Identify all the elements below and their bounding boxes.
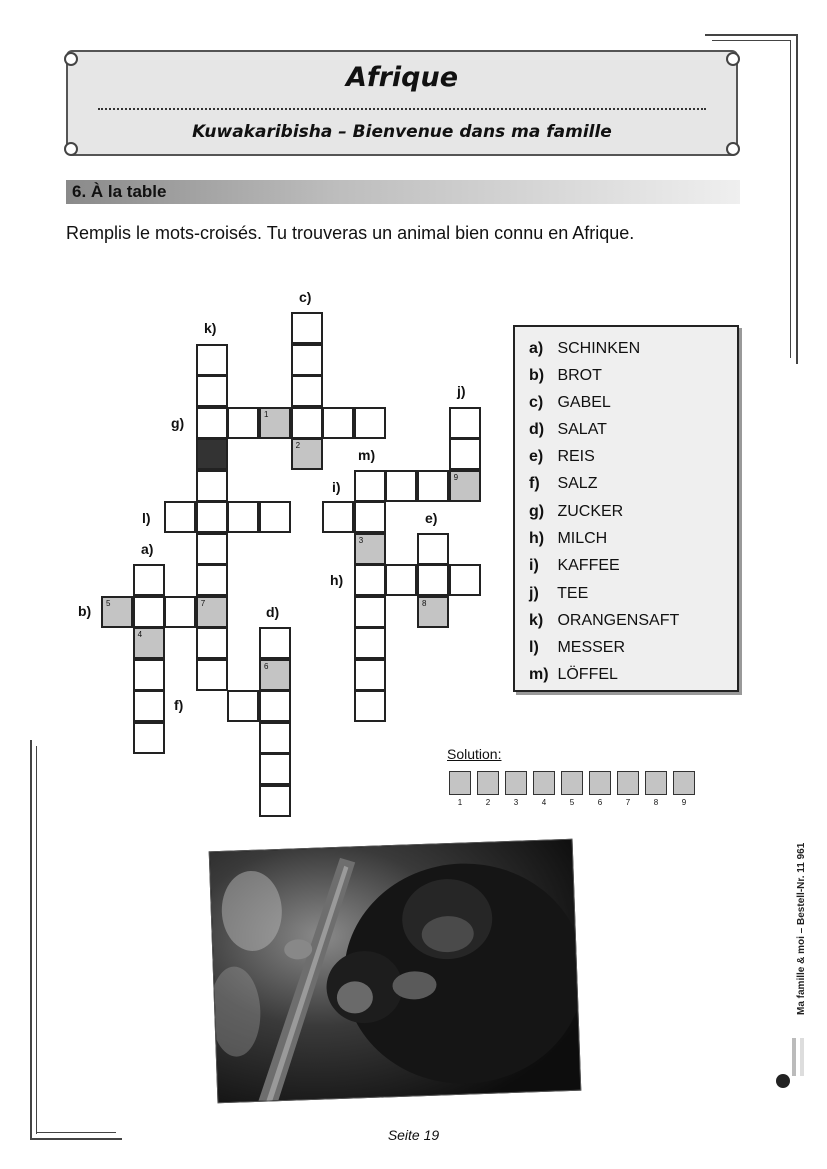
crossword-cell[interactable] bbox=[227, 501, 259, 533]
crossword-cell[interactable] bbox=[164, 501, 196, 533]
crossword-cell[interactable] bbox=[196, 659, 228, 691]
clue-letter-m: m) bbox=[358, 447, 376, 463]
publisher-logo bbox=[774, 1032, 806, 1092]
crossword-solution-cell[interactable] bbox=[449, 470, 481, 502]
ring-ornament-icon bbox=[726, 142, 740, 156]
cell-number: 9 bbox=[453, 472, 459, 482]
crossword-cell[interactable] bbox=[385, 564, 417, 596]
crossword-cell[interactable] bbox=[417, 564, 449, 596]
cell-number: 5 bbox=[106, 598, 111, 608]
crossword-solution-cell[interactable] bbox=[417, 596, 449, 628]
solution-number: 4 bbox=[541, 798, 547, 807]
cell-number: 1 bbox=[264, 409, 269, 419]
solution-box[interactable] bbox=[505, 771, 527, 795]
crossword-solution-cell[interactable] bbox=[101, 596, 133, 628]
crossword-cell[interactable] bbox=[385, 470, 417, 502]
word-list-box bbox=[513, 325, 739, 692]
crossword-solution-cell[interactable] bbox=[259, 407, 291, 439]
crossword-cell[interactable] bbox=[417, 470, 449, 502]
crossword-cell[interactable] bbox=[259, 785, 291, 817]
crossword-cell[interactable] bbox=[322, 501, 354, 533]
crossword-cell[interactable] bbox=[196, 627, 228, 659]
crossword-cell[interactable] bbox=[291, 375, 323, 407]
ring-ornament-icon bbox=[64, 52, 78, 66]
crossword-cell[interactable] bbox=[164, 596, 196, 628]
cell-number: 6 bbox=[264, 661, 269, 671]
cell-number: 3 bbox=[358, 535, 364, 545]
cell-number: 4 bbox=[137, 630, 143, 639]
word-item-g: g) ZUCKER bbox=[529, 503, 624, 520]
ring-ornament-icon bbox=[64, 142, 78, 156]
cell-number: 8 bbox=[422, 598, 427, 608]
ring-ornament-icon bbox=[726, 52, 740, 66]
crossword-cell[interactable] bbox=[133, 722, 165, 754]
page-title: Afrique bbox=[345, 62, 459, 93]
clue-letter-j: j) bbox=[457, 383, 466, 399]
cell-number: 2 bbox=[295, 441, 301, 450]
solution-box[interactable] bbox=[533, 771, 555, 795]
clue-letter-l: l) bbox=[142, 510, 151, 526]
word-item-i: i) KAFFEE bbox=[529, 557, 620, 574]
solution-number: 3 bbox=[513, 798, 519, 807]
solution-number: 8 bbox=[653, 798, 659, 807]
crossword-cell[interactable] bbox=[196, 375, 228, 407]
word-item-e: e) REIS bbox=[529, 448, 595, 465]
crossword-solution-cell[interactable] bbox=[133, 627, 165, 659]
crossword-cell bbox=[196, 438, 228, 470]
solution-box[interactable] bbox=[561, 771, 583, 795]
crossword-cell[interactable] bbox=[354, 627, 386, 659]
frame-line-top bbox=[705, 34, 797, 36]
word-item-k: k) ORANGENSAFT bbox=[529, 612, 680, 629]
crossword-cell[interactable] bbox=[322, 407, 354, 439]
crossword-cell[interactable] bbox=[354, 596, 386, 628]
clue-letter-h: h) bbox=[330, 572, 344, 588]
title-banner bbox=[66, 50, 738, 156]
crossword-solution-cell[interactable] bbox=[354, 533, 386, 565]
crossword-cell[interactable] bbox=[196, 501, 228, 533]
crossword-solution-cell[interactable] bbox=[196, 596, 228, 628]
solution-box[interactable] bbox=[673, 771, 695, 795]
crossword-cell[interactable] bbox=[417, 533, 449, 565]
crossword-cell[interactable] bbox=[259, 627, 291, 659]
dotted-divider bbox=[98, 108, 706, 110]
clue-letter-k: k) bbox=[204, 320, 217, 336]
clue-letter-b: b) bbox=[78, 603, 92, 619]
solution-number: 7 bbox=[625, 798, 631, 807]
solution-number: 9 bbox=[681, 798, 687, 807]
order-number-text: Ma famille & moi – Bestell-Nr. 11 961 bbox=[796, 842, 807, 1015]
clue-letter-g: g) bbox=[171, 415, 185, 431]
crossword-cell[interactable] bbox=[354, 470, 386, 502]
frame-line-right2 bbox=[790, 40, 791, 358]
solution-box[interactable] bbox=[645, 771, 667, 795]
crossword-cell[interactable] bbox=[259, 753, 291, 785]
clue-letter-d: d) bbox=[266, 604, 280, 620]
crossword-cell[interactable] bbox=[133, 596, 165, 628]
crossword-cell[interactable] bbox=[354, 690, 386, 722]
solution-box[interactable] bbox=[477, 771, 499, 795]
solution-number: 6 bbox=[597, 798, 603, 807]
crossword-cell[interactable] bbox=[291, 312, 323, 344]
page-subtitle: Kuwakaribisha – Bienvenue dans ma famille bbox=[192, 122, 612, 142]
word-item-m: m) LÖFFEL bbox=[529, 666, 618, 683]
crossword-cell[interactable] bbox=[449, 407, 481, 439]
clue-letter-e: e) bbox=[425, 510, 438, 526]
crossword-cell[interactable] bbox=[291, 344, 323, 376]
crossword-cell[interactable] bbox=[354, 407, 386, 439]
solution-number: 1 bbox=[457, 798, 463, 807]
chimpanzee-icon bbox=[210, 840, 581, 1102]
crossword-cell[interactable] bbox=[196, 470, 228, 502]
crossword-solution-cell[interactable] bbox=[259, 659, 291, 691]
word-item-j: j) TEE bbox=[529, 585, 589, 602]
word-item-c: c) GABEL bbox=[529, 394, 611, 411]
section-title: 6. À la table bbox=[72, 182, 167, 201]
solution-number: 5 bbox=[569, 798, 575, 807]
clue-letter-f: f) bbox=[174, 697, 184, 713]
clue-letter-c: c) bbox=[299, 289, 312, 305]
crossword-cell[interactable] bbox=[259, 690, 291, 722]
crossword-cell[interactable] bbox=[196, 533, 228, 565]
frame-line-left2 bbox=[36, 746, 37, 1134]
page-number: Seite 19 bbox=[387, 1127, 440, 1143]
publisher-logo-icon bbox=[774, 1032, 806, 1092]
word-item-b: b) BROT bbox=[529, 367, 602, 384]
crossword-cell[interactable] bbox=[259, 722, 291, 754]
solution-label: Solution: bbox=[447, 746, 502, 762]
crossword-cell[interactable] bbox=[259, 501, 291, 533]
clue-letter-a: a) bbox=[141, 541, 154, 557]
word-item-l: l) MESSER bbox=[529, 639, 626, 656]
word-item-f: f) SALZ bbox=[529, 475, 598, 492]
section-bar bbox=[66, 180, 740, 204]
crossword-cell[interactable] bbox=[196, 564, 228, 596]
word-item-a: a) SCHINKEN bbox=[529, 340, 641, 357]
solution-number: 2 bbox=[485, 798, 491, 807]
chimpanzee-photo bbox=[209, 839, 582, 1104]
frame-line-right bbox=[796, 34, 798, 364]
crossword-cell[interactable] bbox=[227, 407, 259, 439]
crossword-cell[interactable] bbox=[291, 407, 323, 439]
crossword-cell[interactable] bbox=[133, 659, 165, 691]
word-item-d: d) SALAT bbox=[529, 421, 607, 438]
crossword-cell[interactable] bbox=[354, 501, 386, 533]
crossword-cell[interactable] bbox=[227, 690, 259, 722]
frame-line-top2 bbox=[712, 40, 791, 41]
crossword-cell[interactable] bbox=[133, 690, 165, 722]
clue-letter-i: i) bbox=[332, 479, 341, 495]
crossword-cell[interactable] bbox=[133, 564, 165, 596]
crossword-cell[interactable] bbox=[449, 564, 481, 596]
crossword-cell[interactable] bbox=[354, 564, 386, 596]
crossword-cell[interactable] bbox=[449, 438, 481, 470]
crossword-solution-cell[interactable] bbox=[291, 438, 323, 470]
cell-number: 7 bbox=[200, 598, 206, 608]
instruction-text: Remplis le mots-croisés. Tu trouveras un animal bien connu en Afrique. bbox=[66, 223, 635, 243]
solution-box[interactable] bbox=[589, 771, 611, 795]
solution-box[interactable] bbox=[449, 771, 471, 795]
crossword-cell[interactable] bbox=[196, 344, 228, 376]
solution-box[interactable] bbox=[617, 771, 639, 795]
crossword-cell[interactable] bbox=[196, 407, 228, 439]
word-item-h: h) MILCH bbox=[529, 530, 608, 547]
frame-line-left bbox=[30, 740, 32, 1140]
crossword-cell[interactable] bbox=[354, 659, 386, 691]
